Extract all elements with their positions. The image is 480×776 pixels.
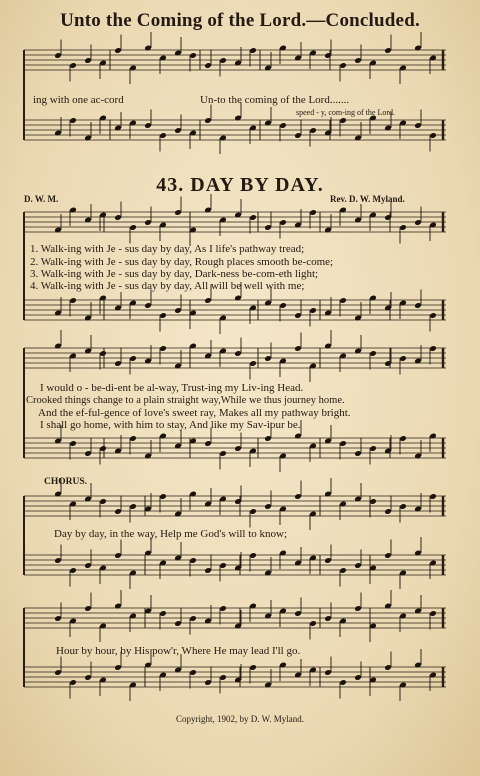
verse-line-1: 1. Walk-ing with Je - sus day by day, As I life's pathway tread; [30,243,305,255]
chorus-line-2: Hour by hour, by His pow'r, Where He may lead I'll go. [56,645,301,657]
verse-line-2: 2. Walk-ing with Je - sus day by day, Rough places smooth be-come; [30,256,334,268]
refrain-line-3: And the ef-ful-gence of love's sweet ray, Makes all my pathway bright. [38,407,351,419]
hymn-meter: D. W. M. [24,194,59,204]
hymn-title: 43. DAY BY DAY. [156,174,324,196]
refrain-line-1: I would o - be-di-ent be al-way, Trust-ing my Liv-ing Head. [40,382,304,394]
concluded-lyric-1: ing with one ac-cord [33,94,124,106]
chorus-label: CHORUS. [44,477,88,487]
concluded-lyric-1b: Un-to the coming of the Lord....... [200,94,350,106]
page-title: Unto the Coming of the Lord.—Concluded. [60,10,420,31]
chorus-line-1: Day by day, in the way, Help me God's will to know; [54,528,288,540]
concluded-lyric-2: speed - y, com-ing of the Lord. [296,108,396,117]
verse-line-4: 4. Walk-ing with Je - sus day by day, All will be well with me; [30,280,305,292]
hymn-author: Rev. D. W. Myland. [330,194,405,204]
copyright-notice: Copyright, 1902, by D. W. Myland. [175,714,304,724]
refrain-line-4: I shall go home, with him to stay, And like my Sav-iour be. [40,419,301,431]
refrain-line-2: Crooked things change to a plain straight way,While we thus journey home. [26,395,345,406]
verse-line-3: 3. Walk-ing with Je - sus day by day, Dark-ness be-com-eth light; [30,268,319,280]
